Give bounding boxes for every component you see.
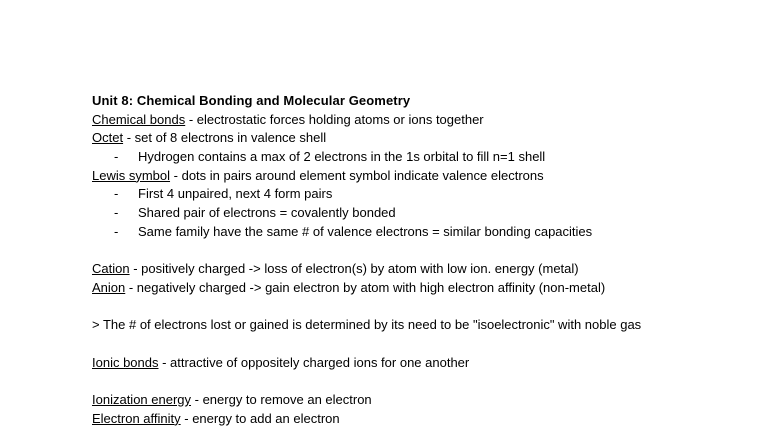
document-body xyxy=(92,92,772,428)
bullet-dash: - xyxy=(114,223,119,239)
definition-electron-affinity xyxy=(92,410,772,429)
bullet-dash: - xyxy=(114,149,119,165)
term-electron-affinity: Electron affinity xyxy=(92,410,181,426)
definition-text: - positively charged -> loss of electron(s) by atom with low ion. energy (metal) xyxy=(129,261,579,277)
bullet-item xyxy=(92,148,772,167)
definition-chemical-bonds xyxy=(92,111,772,130)
bullet-item xyxy=(92,223,772,242)
definition-ionization-energy xyxy=(92,391,772,410)
bullet-text: Shared pair of electrons = covalently bonded xyxy=(138,205,396,221)
bullet-text: First 4 unpaired, next 4 form pairs xyxy=(138,186,333,202)
bullet-item xyxy=(92,204,772,223)
bullet-dash: - xyxy=(114,205,119,221)
blank-line xyxy=(92,335,772,354)
definition-text: - negatively charged -> gain electron by atom with high electron affinity (non-metal) xyxy=(125,279,606,295)
blank-line xyxy=(92,298,772,317)
definition-text: - energy to add an electron xyxy=(180,410,340,426)
term-cation: Cation xyxy=(92,261,130,277)
definition-text: - energy to remove an electron xyxy=(191,392,372,407)
definition-text: - set of 8 electrons in valence shell xyxy=(123,130,327,146)
definition-octet xyxy=(92,129,772,148)
definition-text: - dots in pairs around element symbol indicate valence electrons xyxy=(170,167,544,183)
definition-ionic-bonds xyxy=(92,354,772,373)
bullet-text: Same family have the same # of valence electrons = similar bonding capacities xyxy=(138,223,593,239)
bullet-text: Hydrogen contains a max of 2 electrons in the 1s orbital to fill n=1 shell xyxy=(138,149,546,165)
definition-text: - electrostatic forces holding atoms or ions together xyxy=(185,111,484,127)
blank-line xyxy=(92,242,772,261)
blank-line xyxy=(92,372,772,391)
term-lewis-symbol: Lewis symbol xyxy=(92,167,171,183)
term-ionization-energy: Ionization energy xyxy=(92,392,192,407)
bullet-item xyxy=(92,185,772,204)
definition-text: - attractive of oppositely charged ions for one another xyxy=(158,354,470,370)
bullet-dash: - xyxy=(114,186,119,202)
definition-cation xyxy=(92,260,772,279)
term-ionic-bonds: Ionic bonds xyxy=(92,354,159,370)
term-anion: Anion xyxy=(92,279,126,295)
definition-lewis-symbol xyxy=(92,167,772,186)
term-chemical-bonds: Chemical bonds xyxy=(92,111,186,127)
note-isoelectronic: > The # of electrons lost or gained is determined by its need to be "isoelectronic" with noble gas xyxy=(92,317,642,333)
term-octet: Octet xyxy=(92,130,124,146)
definition-anion xyxy=(92,279,772,298)
page-title: Unit 8: Chemical Bonding and Molecular Geometry xyxy=(92,93,411,108)
